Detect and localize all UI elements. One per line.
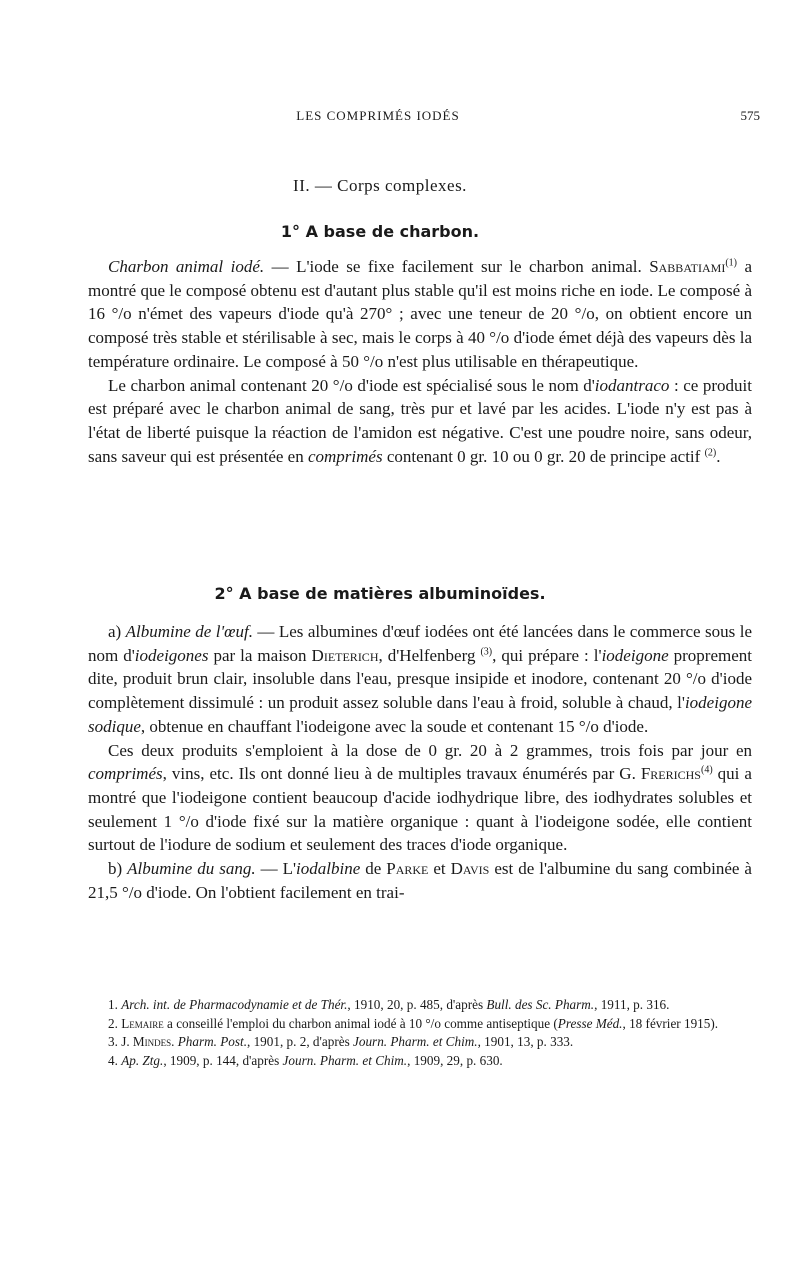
- footnotes: [88, 996, 752, 1070]
- lead-term: Albumine du sang.: [127, 859, 256, 879]
- footnote-2: 2. Lemaire a conseillé l'emploi du charbon animal iodé à 10 °/o comme antiseptique (Presse Méd., 18 février 1915).: [108, 1015, 719, 1031]
- footnote-ref: (1): [725, 257, 737, 269]
- author-name: Dieterich: [311, 645, 379, 665]
- running-title: LES COMPRIMÉS IODÉS: [296, 108, 460, 123]
- footnote-1: 1. Arch. int. de Pharmacodynamie et de Thér., 1910, 20, p. 485, d'après Bull. des Sc. Pharm., 1911, p. 316.: [108, 997, 670, 1012]
- paragraph: Ces deux produits s'emploient à la dose de 0 gr. 20 à 2 grammes, trois fois par jour en comprimés, vins, etc. Ils ont donné lieu à de multiples travaux énumérés par G. Frerichs$^{(4)}$ qui a montré que l'iodeigone contient beaucoup d'acide iodhydrique libre, des iodhydrates solubles et seulement 1 °/o d'iode fixé sur la matière organique : quant à l'iodeigone sodée, elle contient surtout de l'iodure de sodium et seulement des traces d'iode organique.: [88, 740, 752, 855]
- author-name: Frerichs: [640, 764, 701, 784]
- section-body-albuminoides: [88, 620, 752, 904]
- paragraph: Le charbon animal contenant 20 °/o d'iode est spécialisé sous le nom d'iodantraco : ce produit est préparé avec le charbon animal de sang, très pur et lavé par les acides. L'iode n'y est pas à l'état de liberté puisque la réaction de l'amidon est négative. C'est une poudre noire, sans odeur, sans saveur qui est présentée en comprimés contenant 0 gr. 10 ou 0 gr. 20 de principe actif $^{(2)}$.: [88, 375, 752, 466]
- section-body-charbon: [88, 255, 752, 468]
- author-name: Davis: [450, 859, 490, 879]
- footnote-ref: (2): [704, 446, 717, 458]
- footnote-3: 3. J. Mindes. Pharm. Post., 1901, p. 2, d'après Journ. Pharm. et Chim., 1901, 13, p. 333.: [108, 1034, 574, 1049]
- paragraph: b) Albumine du sang. — L'iodalbine de Parke et Davis est de l'albumine du sang combinée à 21,5 °/o d'iode. On l'obtient facilement en trai-: [88, 859, 752, 902]
- paragraph: a) Albumine de l'œuf. — Les albumines d'œuf iodées ont été lancées dans le commerce sous le nom d'iodeigones par la maison Dieterich, d'Helfenberg $^{(3)}$, qui prépare : l'iodeigone proprement dite, produit brun clair, insoluble dans l'eau, presque insipide et inodore, contenant 20 °/o d'iode complètement dissimulé : un produit assez soluble dans l'eau à froid, soluble à chaud, l'iodeigone sodique, obtenue en chauffant l'iodeigone avec la soude et contenant 15 °/o d'iode.: [88, 622, 752, 736]
- running-header: [88, 108, 760, 128]
- product-name: iodantraco: [594, 375, 670, 395]
- author-name: Sabbatiami: [649, 257, 726, 276]
- paragraph: Charbon animal iodé. — L'iode se fixe facilement sur le charbon animal. Sabbatiami$^{(1)}$ a montré que le composé obtenu est d'autant plus stable qu'il est moins riche en iode. Le composé à 16 °/o n'émet des vapeurs d'iode qu'à 270° ; avec une teneur de 20 °/o, on obtient encore un composé très stable et stérilisable à sec, mais le corps à 40 °/o d'iode émet déjà des vapeurs dès la température ordinaire. Le composé à 50 °/o n'est plus utilisable en thérapeutique.: [88, 257, 752, 371]
- subheading-charbon: 1° A base de charbon.: [280, 222, 480, 241]
- subheading-albuminoides: 2° A base de matières albuminoïdes.: [214, 584, 546, 603]
- lead-term: Albumine de l'œuf.: [125, 622, 253, 641]
- footnote-4: 4. Ap. Ztg., 1909, p. 144, d'après Journ. Pharm. et Chim., 1909, 29, p. 630.: [108, 1052, 503, 1068]
- section-title: II. — Corps complexes.: [293, 176, 467, 195]
- lead-term: Charbon animal iodé.: [108, 257, 265, 276]
- footnote-ref: (4): [700, 764, 713, 776]
- footnote-ref: (3): [480, 646, 493, 658]
- page-number: 575: [740, 108, 760, 123]
- author-name: Parke: [386, 859, 429, 879]
